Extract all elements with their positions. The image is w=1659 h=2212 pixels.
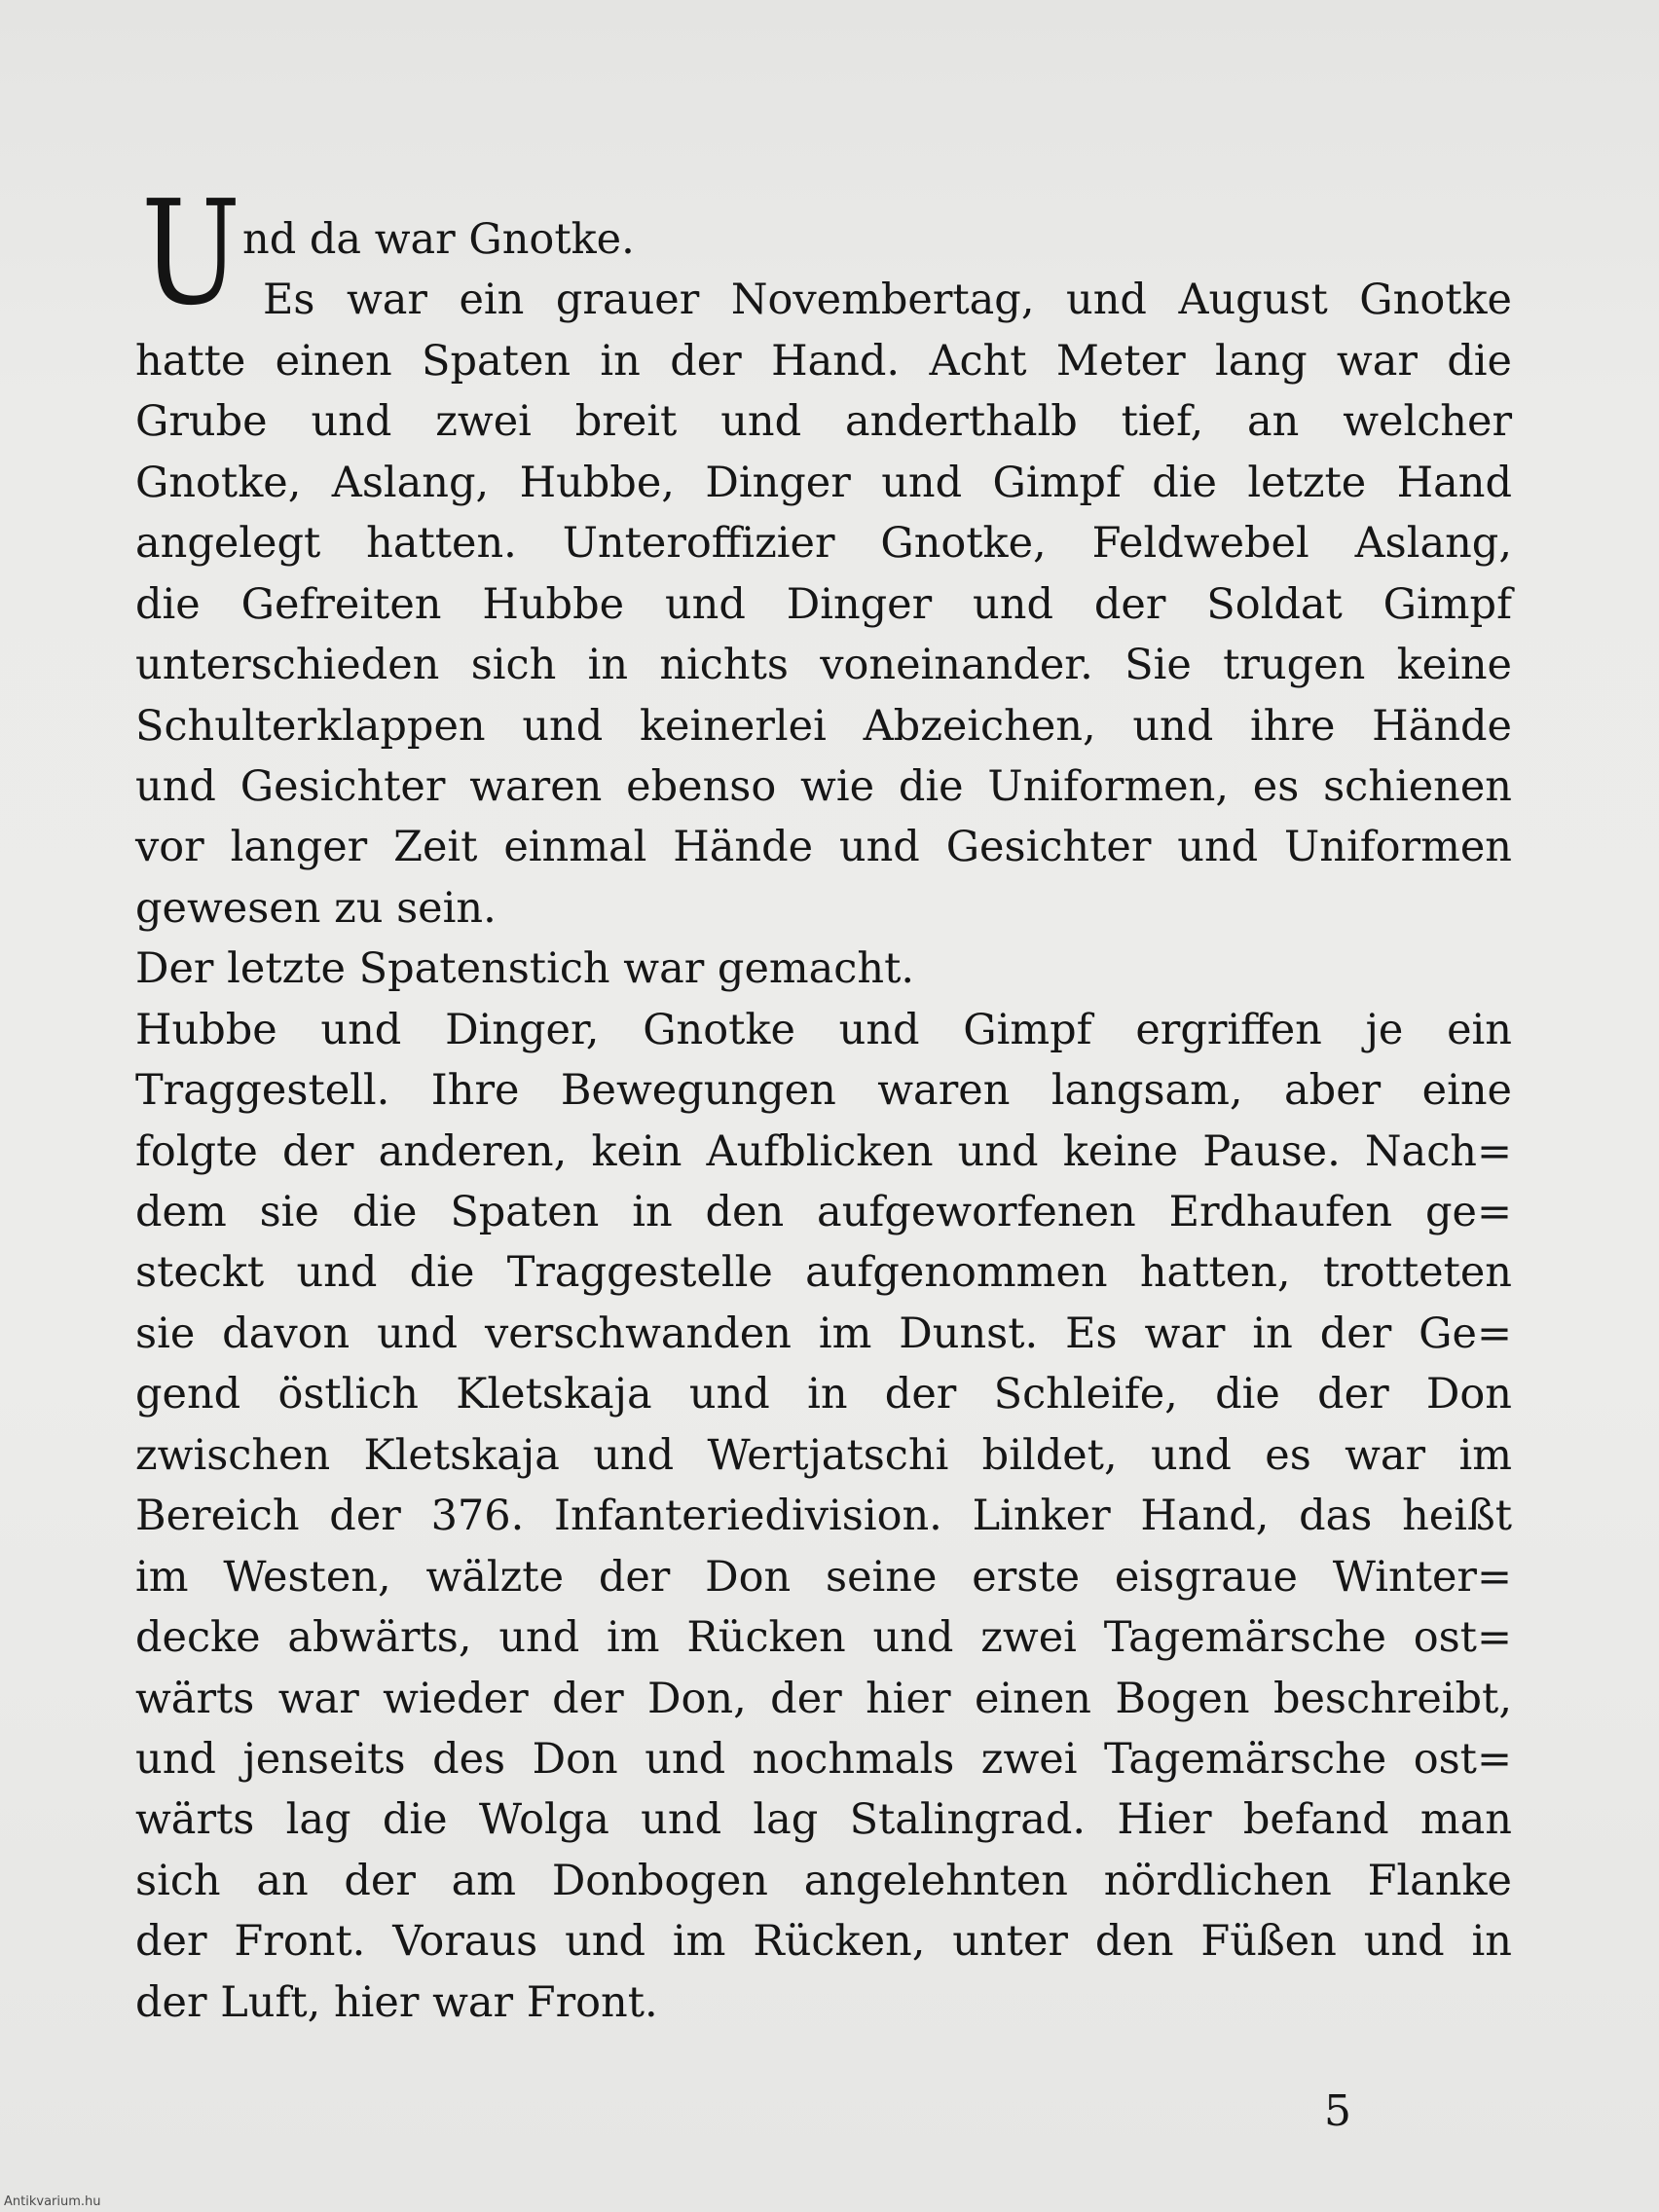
text-line: gewesen zu sein. (135, 883, 497, 933)
text-line: steckt und die Traggestelle aufgenommen hatten, trotteten (135, 1248, 1512, 1298)
watermark: Antikvarium.hu (4, 2194, 101, 2209)
page-number: 5 (1324, 2086, 1351, 2136)
text-line: der Luft, hier war Front. (135, 1977, 658, 2027)
text-line: vor langer Zeit einmal Hände und Gesichter und Uniformen (135, 823, 1512, 872)
drop-cap: U (141, 169, 241, 337)
text-line: und jenseits des Don und nochmals zwei Tagemärsche ost= (135, 1734, 1512, 1784)
text-line: gend östlich Kletskaja und in der Schleife, die der Don (135, 1370, 1512, 1419)
text-line: wärts war wieder der Don, der hier einen Bogen beschreibt, (135, 1674, 1512, 1723)
text-line: nd da war Gnotke. (242, 215, 635, 264)
text-line: sich an der am Donbogen angelehnten nördlichen Flanke (135, 1856, 1512, 1905)
text-line: Bereich der 376. Infanteriedivision. Linker Hand, das heißt (135, 1492, 1512, 1541)
text-line: Grube und zwei breit und anderthalb tief, an welcher (135, 397, 1512, 447)
text-line: Der letzte Spatenstich war gemacht. (135, 944, 915, 994)
text-line: zwischen Kletskaja und Wertjatschi bildet, und es war im (135, 1430, 1512, 1480)
paragraph-opening (135, 209, 1512, 939)
text-line: wärts lag die Wolga und lag Stalingrad. Hier befand man (135, 1795, 1512, 1845)
body-text (135, 209, 1512, 2033)
text-line: und Gesichter waren ebenso wie die Uniformen, es schienen (135, 761, 1512, 811)
text-line: Hubbe und Dinger, Gnotke und Gimpf ergriffen je ein (135, 1005, 1512, 1054)
text-line: decke abwärts, und im Rücken und zwei Tagemärsche ost= (135, 1613, 1512, 1663)
text-line: dem sie die Spaten in den aufgeworfenen Erdhaufen ge= (135, 1188, 1512, 1236)
text-line: unterschieden sich in nichts voneinander. Sie trugen keine (135, 641, 1512, 690)
text-line: die Gefreiten Hubbe und Dinger und der Soldat Gimpf (135, 579, 1512, 629)
paragraph-spatenstich (135, 939, 1512, 999)
text-line: angelegt hatten. Unteroffizier Gnotke, Feldwebel Aslang, (135, 519, 1512, 569)
text-line: Traggestell. Ihre Bewegungen waren langsam, aber eine (135, 1066, 1512, 1116)
text-line: im Westen, wälzte der Don seine erste eisgraue Winter= (135, 1552, 1512, 1602)
text-line: Schulterklappen und keinerlei Abzeichen, und ihre Hände (135, 701, 1512, 751)
text-line: folgte der anderen, kein Aufblicken und keine Pause. Nach= (135, 1126, 1512, 1176)
text-line: hatte einen Spaten in der Hand. Acht Meter lang war die (135, 336, 1512, 386)
text-line: der Front. Voraus und im Rücken, unter den Füßen und in (135, 1917, 1512, 1967)
text-line: Es war ein grauer Novembertag, und August Gnotke (263, 276, 1512, 325)
paragraph-front (135, 1000, 1512, 2033)
text-line: sie davon und verschwanden im Dunst. Es war in der Ge= (135, 1309, 1512, 1358)
text-line: Gnotke, Aslang, Hubbe, Dinger und Gimpf die letzte Hand (135, 458, 1512, 507)
